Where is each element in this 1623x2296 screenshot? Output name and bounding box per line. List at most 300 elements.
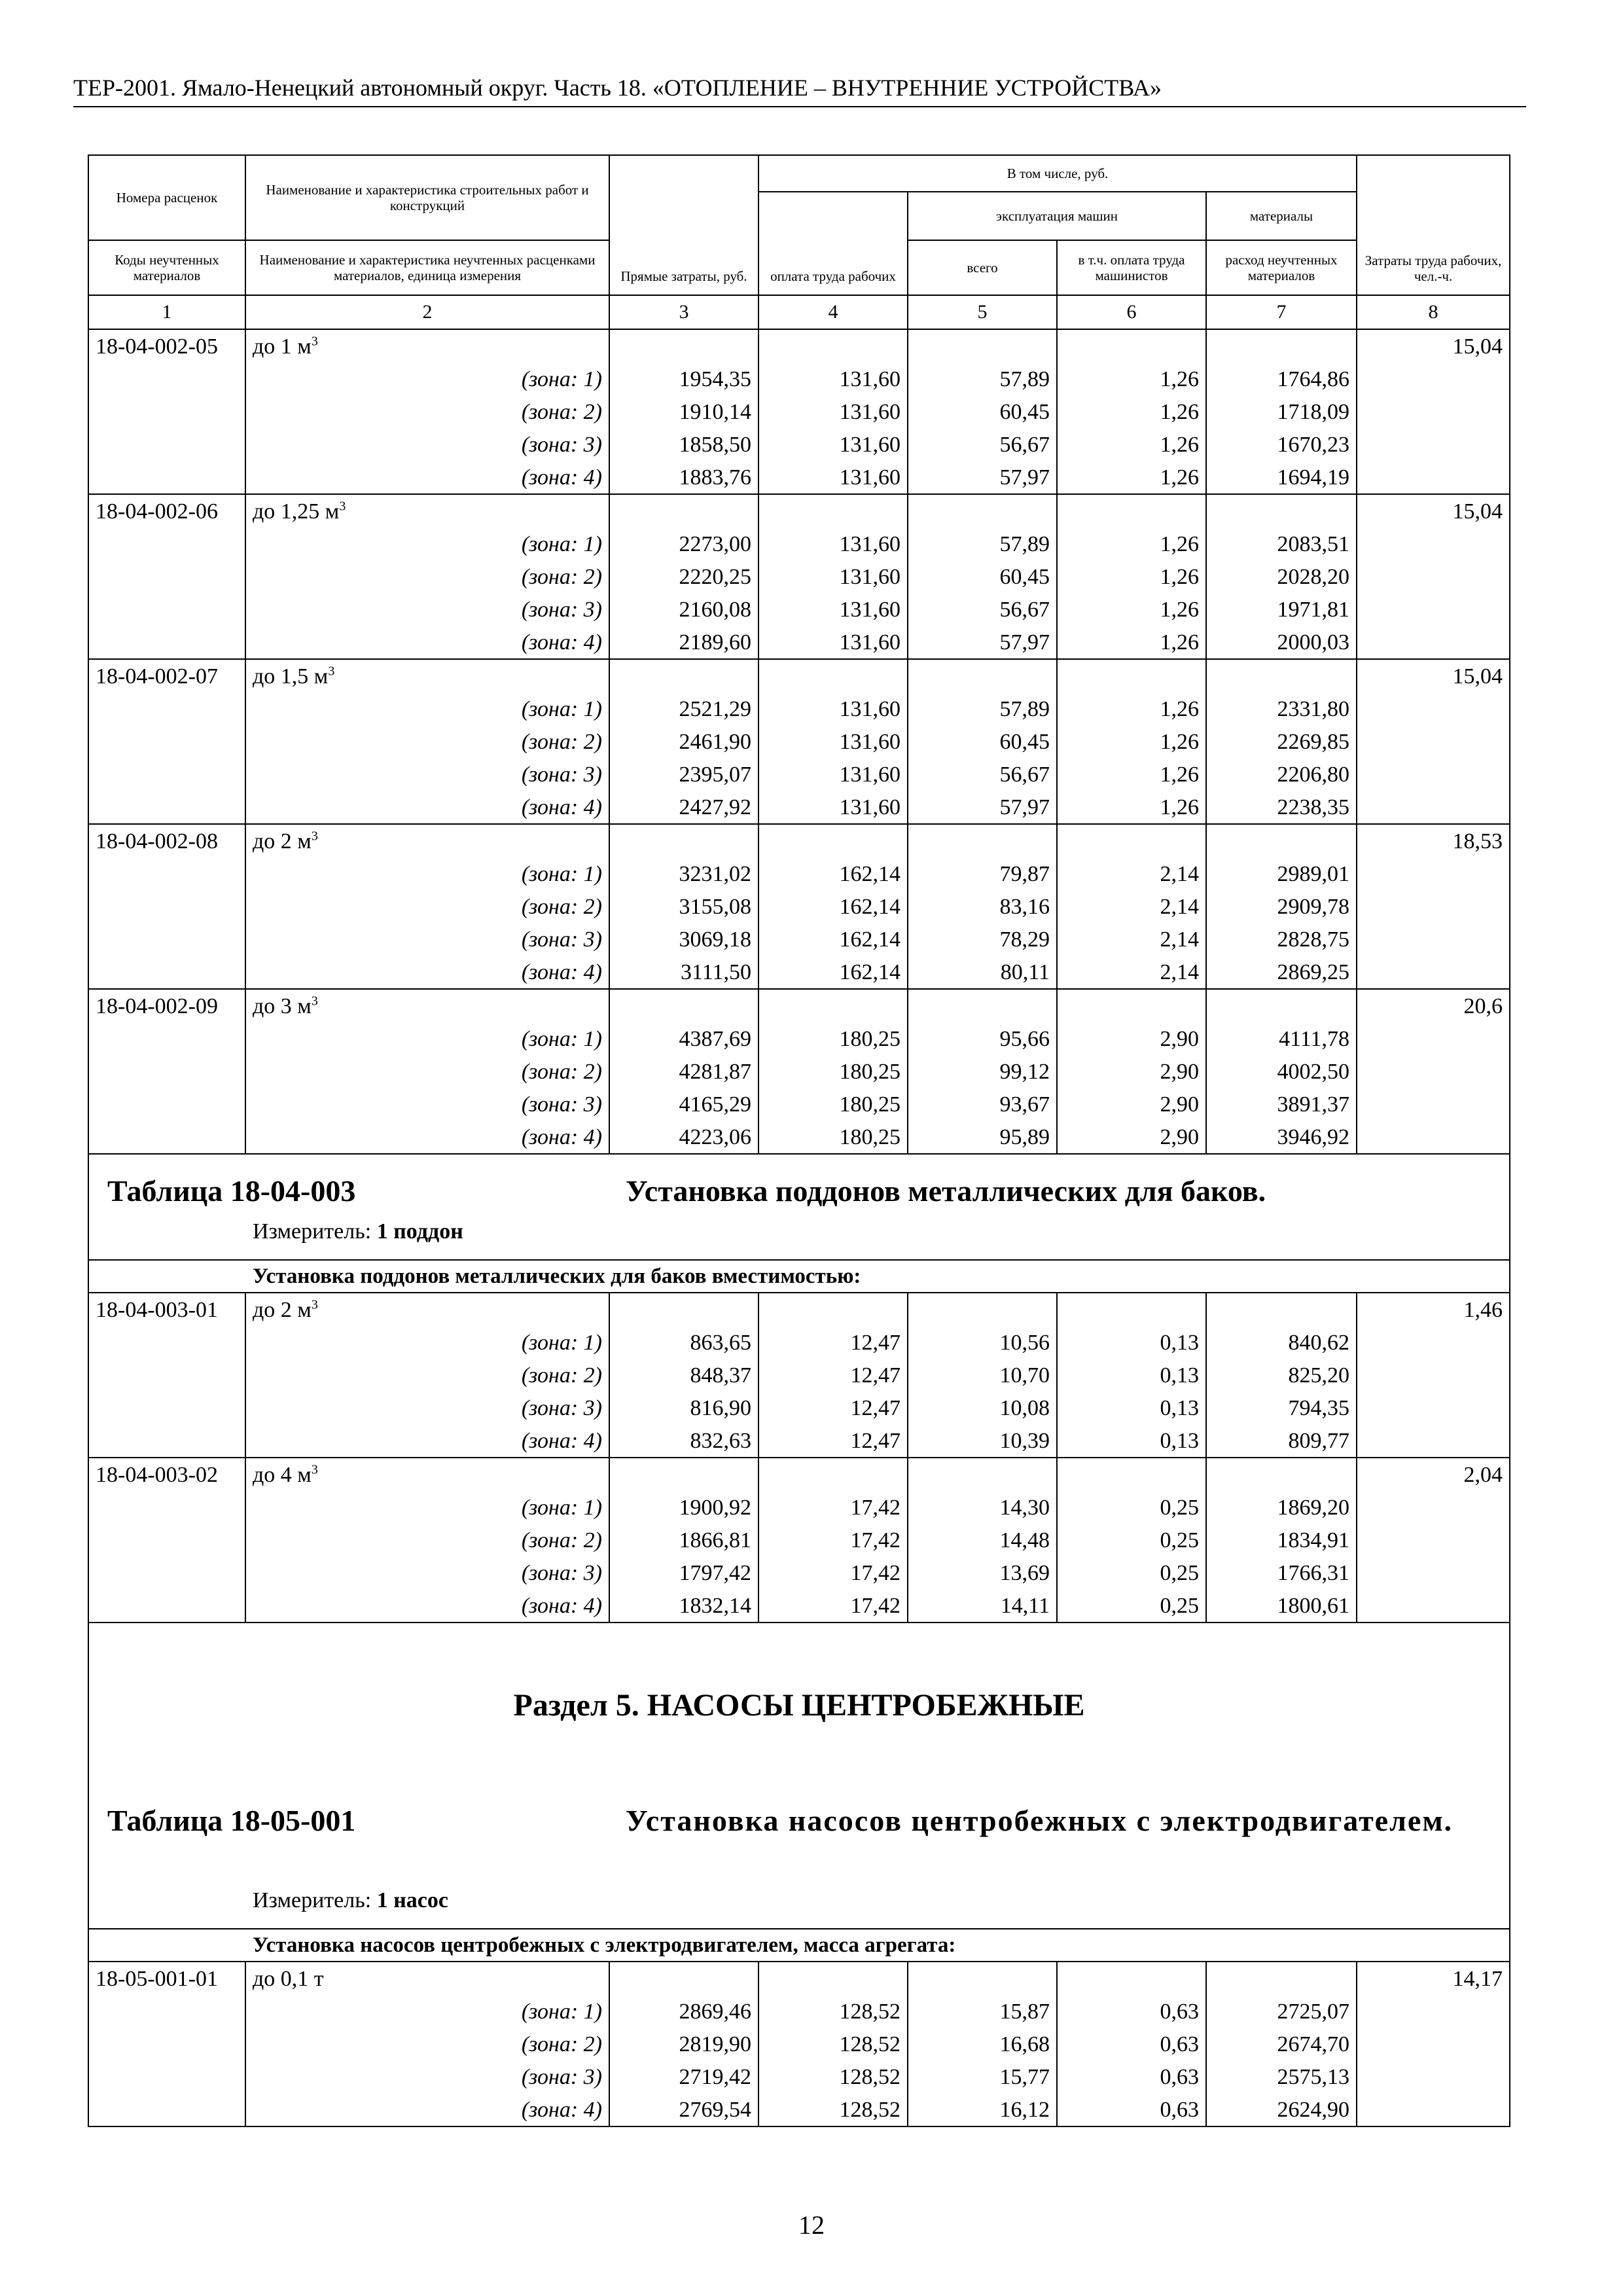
direct-cost-value: 816,90 xyxy=(609,1391,758,1424)
materials-value: 2674,70 xyxy=(1206,2028,1357,2060)
machines-total-value: 14,11 xyxy=(908,1589,1057,1623)
empty-cell xyxy=(1357,1491,1510,1524)
machines-total-value: 57,97 xyxy=(908,791,1057,824)
machines-header: эксплуатация машин xyxy=(908,192,1206,240)
direct-cost-value: 4281,87 xyxy=(609,1055,758,1088)
rate-name xyxy=(245,494,609,528)
machines-total-value: 60,45 xyxy=(908,560,1057,593)
zone-label: (зона: 3) xyxy=(245,1391,609,1424)
table-body-18-05-001 xyxy=(88,1962,1510,2126)
machinists-wages-value: 1,26 xyxy=(1057,428,1206,461)
table-subheading: Установка поддонов металлических для баков вместимостью: xyxy=(88,1260,1510,1293)
rate-code: 18-04-002-06 xyxy=(88,494,245,528)
direct-cost-value: 2819,90 xyxy=(609,2028,758,2060)
empty-cell xyxy=(88,1424,245,1458)
rate-code: 18-05-001-01 xyxy=(88,1962,245,1995)
labor-cost-value: 15,04 xyxy=(1357,659,1510,692)
direct-cost-value: 1954,35 xyxy=(609,363,758,395)
empty-cell xyxy=(88,1022,245,1055)
zone-label: (зона: 3) xyxy=(245,1088,609,1121)
machines-total-value: 83,16 xyxy=(908,890,1057,923)
zone-label: (зона: 2) xyxy=(245,1359,609,1391)
materials-value: 4002,50 xyxy=(1206,1055,1357,1088)
empty-cell xyxy=(88,857,245,890)
empty-cell xyxy=(88,461,245,494)
unit-exponent: 3 xyxy=(328,664,335,679)
empty-cell xyxy=(908,329,1057,363)
wages-value: 162,14 xyxy=(758,890,908,923)
direct-cost-value: 1832,14 xyxy=(609,1589,758,1623)
zone-label: (зона: 3) xyxy=(245,758,609,791)
empty-cell xyxy=(609,824,758,857)
direct-cost-value: 1858,50 xyxy=(609,428,758,461)
rate-code: 18-04-002-07 xyxy=(88,659,245,692)
machines-total-value: 79,87 xyxy=(908,857,1057,890)
empty-cell xyxy=(609,329,758,363)
zone-label: (зона: 4) xyxy=(245,956,609,989)
machinists-wages-value: 1,26 xyxy=(1057,758,1206,791)
column-number: 2 xyxy=(245,295,609,329)
empty-cell xyxy=(908,494,1057,528)
measurement-unit xyxy=(253,1217,463,1246)
empty-cell xyxy=(1057,824,1206,857)
machinists-wages-value: 0,13 xyxy=(1057,1391,1206,1424)
materials-value: 2028,20 xyxy=(1206,560,1357,593)
machinists-wages-value: 0,25 xyxy=(1057,1491,1206,1524)
empty-cell xyxy=(1057,659,1206,692)
materials-value: 3946,92 xyxy=(1206,1121,1357,1154)
wages-value: 128,52 xyxy=(758,2028,908,2060)
wages-value: 17,42 xyxy=(758,1556,908,1589)
machines-total-value: 10,56 xyxy=(908,1326,1057,1359)
materials-value: 2725,07 xyxy=(1206,1995,1357,2028)
direct-cost-value: 1797,42 xyxy=(609,1556,758,1589)
rate-name-text: до 1 м xyxy=(253,334,312,359)
zone-label: (зона: 4) xyxy=(245,1121,609,1154)
col2-top-header: Наименование и характеристика строительных работ и конструкций xyxy=(245,155,609,240)
column-number: 1 xyxy=(88,295,245,329)
empty-cell xyxy=(88,1589,245,1623)
zone-label: (зона: 4) xyxy=(245,791,609,824)
rate-name-text: до 0,1 т xyxy=(253,1966,324,1991)
empty-cell xyxy=(88,692,245,725)
column-number: 8 xyxy=(1357,295,1510,329)
machines-total-value: 16,12 xyxy=(908,2093,1057,2126)
machinists-wages-value: 2,14 xyxy=(1057,923,1206,956)
empty-cell xyxy=(88,428,245,461)
wages-value: 131,60 xyxy=(758,725,908,758)
empty-cell xyxy=(1357,1359,1510,1391)
rate-row xyxy=(88,1962,1510,1995)
empty-cell xyxy=(88,626,245,659)
machinists-wages-value: 2,14 xyxy=(1057,857,1206,890)
zone-row xyxy=(88,1995,1510,2028)
wages-value: 131,60 xyxy=(758,428,908,461)
measurement-value: 1 насос xyxy=(376,1888,448,1912)
unit-exponent: 3 xyxy=(311,829,318,844)
materials-value: 2909,78 xyxy=(1206,890,1357,923)
machinists-wages-value: 1,26 xyxy=(1057,528,1206,560)
direct-cost-value: 2521,29 xyxy=(609,692,758,725)
machinists-wages-value: 2,90 xyxy=(1057,1121,1206,1154)
direct-cost-value: 3155,08 xyxy=(609,890,758,923)
empty-cell xyxy=(1357,725,1510,758)
wages-value: 17,42 xyxy=(758,1589,908,1623)
rate-row xyxy=(88,659,1510,692)
rate-code: 18-04-002-05 xyxy=(88,329,245,363)
direct-cost-value: 848,37 xyxy=(609,1359,758,1391)
wages-value: 131,60 xyxy=(758,692,908,725)
unit-exponent: 3 xyxy=(311,1297,318,1312)
machinists-wages-value: 2,14 xyxy=(1057,890,1206,923)
zone-row xyxy=(88,1088,1510,1121)
machinists-wages-value: 0,13 xyxy=(1057,1326,1206,1359)
direct-cost-value: 2719,42 xyxy=(609,2060,758,2093)
empty-cell xyxy=(1357,1424,1510,1458)
empty-cell xyxy=(758,1458,908,1491)
empty-cell xyxy=(1357,395,1510,428)
section-5-heading xyxy=(88,1623,1510,1962)
empty-cell xyxy=(1206,1293,1357,1326)
unit-exponent: 3 xyxy=(311,334,318,349)
machinists-wages-value: 0,63 xyxy=(1057,2028,1206,2060)
zone-row xyxy=(88,461,1510,494)
materials-value: 2989,01 xyxy=(1206,857,1357,890)
materials-value: 2206,80 xyxy=(1206,758,1357,791)
wages-value: 131,60 xyxy=(758,791,908,824)
zone-label: (зона: 2) xyxy=(245,1524,609,1556)
column-number: 6 xyxy=(1057,295,1206,329)
direct-cost-value: 2769,54 xyxy=(609,2093,758,2126)
materials-value: 1694,19 xyxy=(1206,461,1357,494)
zone-row xyxy=(88,1589,1510,1623)
zone-row xyxy=(88,2028,1510,2060)
measurement-unit xyxy=(253,1886,448,1915)
machines-total-value: 56,67 xyxy=(908,428,1057,461)
direct-cost-value: 2869,46 xyxy=(609,1995,758,2028)
empty-cell xyxy=(1057,1458,1206,1491)
running-header: ТЕР-2001. Ямало-Ненецкий автономный округ. Часть 18. «ОТОПЛЕНИЕ – ВНУТРЕННИЕ УСТРОЙСТВА» xyxy=(73,73,1526,107)
empty-cell xyxy=(1357,1326,1510,1359)
zone-row xyxy=(88,725,1510,758)
empty-cell xyxy=(609,1458,758,1491)
empty-cell xyxy=(908,824,1057,857)
zone-row xyxy=(88,395,1510,428)
zone-label: (зона: 2) xyxy=(245,890,609,923)
empty-cell xyxy=(88,1524,245,1556)
machines-total-value: 57,89 xyxy=(908,692,1057,725)
empty-cell xyxy=(1357,461,1510,494)
machines-total-value: 10,08 xyxy=(908,1391,1057,1424)
empty-cell xyxy=(758,824,908,857)
machines-total-value: 93,67 xyxy=(908,1088,1057,1121)
machinists-wages-value: 2,14 xyxy=(1057,956,1206,989)
empty-cell xyxy=(1057,494,1206,528)
empty-cell xyxy=(1206,329,1357,363)
rate-code: 18-04-002-09 xyxy=(88,989,245,1022)
machines-total-value: 13,69 xyxy=(908,1556,1057,1589)
machinists-wages-value: 1,26 xyxy=(1057,560,1206,593)
materials-value: 2869,25 xyxy=(1206,956,1357,989)
rate-name xyxy=(245,659,609,692)
empty-cell xyxy=(1357,1556,1510,1589)
machinists-wages-value: 1,26 xyxy=(1057,363,1206,395)
empty-cell xyxy=(908,659,1057,692)
empty-cell xyxy=(88,593,245,626)
wages-value: 17,42 xyxy=(758,1524,908,1556)
empty-cell xyxy=(88,956,245,989)
empty-cell xyxy=(88,791,245,824)
empty-cell xyxy=(88,2093,245,2126)
direct-cost-value: 863,65 xyxy=(609,1326,758,1359)
zone-label: (зона: 3) xyxy=(245,1556,609,1589)
empty-cell xyxy=(1357,1121,1510,1154)
zone-label: (зона: 4) xyxy=(245,1589,609,1623)
direct-cost-value: 2273,00 xyxy=(609,528,758,560)
wages-value: 131,60 xyxy=(758,758,908,791)
zone-label: (зона: 3) xyxy=(245,593,609,626)
labor-cost-value: 15,04 xyxy=(1357,329,1510,363)
zone-row xyxy=(88,1022,1510,1055)
machines-total-value: 95,89 xyxy=(908,1121,1057,1154)
wages-value: 131,60 xyxy=(758,395,908,428)
empty-cell xyxy=(609,494,758,528)
zone-row xyxy=(88,1556,1510,1589)
wages-value: 131,60 xyxy=(758,593,908,626)
direct-cost-value: 2189,60 xyxy=(609,626,758,659)
machines-total-value: 60,45 xyxy=(908,395,1057,428)
col3-header: Прямые затраты, руб. xyxy=(609,155,758,295)
machines-total-value: 57,97 xyxy=(908,461,1057,494)
wages-value: 17,42 xyxy=(758,1491,908,1524)
machines-total-value: 60,45 xyxy=(908,725,1057,758)
zone-row xyxy=(88,1391,1510,1424)
empty-cell xyxy=(1357,593,1510,626)
materials-value: 1670,23 xyxy=(1206,428,1357,461)
empty-cell xyxy=(1206,659,1357,692)
empty-cell xyxy=(758,494,908,528)
empty-cell xyxy=(1357,2028,1510,2060)
zone-label: (зона: 1) xyxy=(245,1326,609,1359)
empty-cell xyxy=(1206,824,1357,857)
zone-row xyxy=(88,1524,1510,1556)
empty-cell xyxy=(758,1962,908,1995)
empty-cell xyxy=(609,659,758,692)
zone-row xyxy=(88,363,1510,395)
table-18-04-003-heading xyxy=(88,1154,1510,1293)
machinists-wages-value: 0,25 xyxy=(1057,1589,1206,1623)
wages-value: 162,14 xyxy=(758,923,908,956)
labor-cost-value: 18,53 xyxy=(1357,824,1510,857)
table-title: Установка насосов центробежных с электродвигателем. xyxy=(626,1804,1454,1837)
zone-label: (зона: 2) xyxy=(245,1055,609,1088)
empty-cell xyxy=(1357,1995,1510,2028)
zone-row xyxy=(88,857,1510,890)
machines-total-value: 99,12 xyxy=(908,1055,1057,1088)
table-caption xyxy=(89,1155,1509,1259)
materials-value: 825,20 xyxy=(1206,1359,1357,1391)
empty-cell xyxy=(1357,363,1510,395)
table-caption xyxy=(89,1784,1509,1928)
group-header: В том числе, руб. xyxy=(758,155,1357,192)
machines-total-value: 57,97 xyxy=(908,626,1057,659)
empty-cell xyxy=(1357,2060,1510,2093)
zone-row xyxy=(88,2060,1510,2093)
zone-label: (зона: 1) xyxy=(245,857,609,890)
wages-value: 162,14 xyxy=(758,956,908,989)
empty-cell xyxy=(1057,1962,1206,1995)
col7-header: расход неучтенных материалов xyxy=(1206,240,1357,295)
machines-total-value: 80,11 xyxy=(908,956,1057,989)
col1-top-header: Номера расценок xyxy=(88,155,245,240)
materials-value: 2828,75 xyxy=(1206,923,1357,956)
zone-label: (зона: 3) xyxy=(245,2060,609,2093)
direct-cost-value: 1866,81 xyxy=(609,1524,758,1556)
direct-cost-value: 3231,02 xyxy=(609,857,758,890)
empty-cell xyxy=(908,1293,1057,1326)
machinists-wages-value: 2,90 xyxy=(1057,1055,1206,1088)
machinists-wages-value: 1,26 xyxy=(1057,791,1206,824)
empty-cell xyxy=(1357,1589,1510,1623)
zone-label: (зона: 2) xyxy=(245,395,609,428)
machinists-wages-value: 2,90 xyxy=(1057,1022,1206,1055)
zone-row xyxy=(88,791,1510,824)
rate-row xyxy=(88,1458,1510,1491)
empty-cell xyxy=(88,1391,245,1424)
zone-row xyxy=(88,593,1510,626)
empty-cell xyxy=(908,1458,1057,1491)
zone-label: (зона: 1) xyxy=(245,1022,609,1055)
materials-header: материалы xyxy=(1206,192,1357,240)
col1-bottom-header: Коды неучтенных материалов xyxy=(88,240,245,295)
direct-cost-value: 2427,92 xyxy=(609,791,758,824)
wages-value: 12,47 xyxy=(758,1424,908,1458)
zone-row xyxy=(88,1121,1510,1154)
machines-total-value: 56,67 xyxy=(908,758,1057,791)
measurement-label: Измеритель: xyxy=(253,1219,377,1244)
wages-value: 180,25 xyxy=(758,1121,908,1154)
empty-cell xyxy=(758,989,908,1022)
zone-row xyxy=(88,758,1510,791)
empty-cell xyxy=(88,1491,245,1524)
direct-cost-value: 1910,14 xyxy=(609,395,758,428)
direct-cost-value: 3069,18 xyxy=(609,923,758,956)
direct-cost-value: 2461,90 xyxy=(609,725,758,758)
wages-value: 131,60 xyxy=(758,528,908,560)
rates-table-container xyxy=(88,154,1509,2127)
machinists-wages-value: 0,63 xyxy=(1057,1995,1206,2028)
machinists-wages-value: 0,13 xyxy=(1057,1359,1206,1391)
zone-label: (зона: 2) xyxy=(245,560,609,593)
column-number: 3 xyxy=(609,295,758,329)
measurement-value: 1 поддон xyxy=(376,1219,463,1244)
machines-total-value: 57,89 xyxy=(908,528,1057,560)
wages-value: 162,14 xyxy=(758,857,908,890)
empty-cell xyxy=(1357,428,1510,461)
col8-header: Затраты труда рабочих, чел.-ч. xyxy=(1357,155,1510,295)
rate-row xyxy=(88,494,1510,528)
empty-cell xyxy=(1357,626,1510,659)
empty-cell xyxy=(609,1962,758,1995)
machinists-wages-value: 0,63 xyxy=(1057,2093,1206,2126)
materials-value: 2000,03 xyxy=(1206,626,1357,659)
empty-cell xyxy=(758,659,908,692)
materials-value: 2575,13 xyxy=(1206,2060,1357,2093)
empty-cell xyxy=(1357,1088,1510,1121)
zone-row xyxy=(88,1326,1510,1359)
rate-name-text: до 3 м xyxy=(253,994,312,1018)
wages-value: 128,52 xyxy=(758,1995,908,2028)
rate-row xyxy=(88,329,1510,363)
column-number: 5 xyxy=(908,295,1057,329)
empty-cell xyxy=(1357,890,1510,923)
materials-value: 2083,51 xyxy=(1206,528,1357,560)
empty-cell xyxy=(1357,692,1510,725)
materials-value: 2331,80 xyxy=(1206,692,1357,725)
machinists-wages-value: 2,90 xyxy=(1057,1088,1206,1121)
zone-row xyxy=(88,1424,1510,1458)
table-title: Установка поддонов металлических для баков. xyxy=(626,1174,1266,1208)
wages-value: 180,25 xyxy=(758,1055,908,1088)
table-subheading: Установка насосов центробежных с электродвигателем, масса агрегата: xyxy=(88,1929,1510,1962)
rate-name-text: до 1,25 м xyxy=(253,499,340,524)
zone-label: (зона: 3) xyxy=(245,923,609,956)
machinists-wages-value: 0,25 xyxy=(1057,1524,1206,1556)
col5-header: всего xyxy=(908,240,1057,295)
zone-row xyxy=(88,923,1510,956)
empty-cell xyxy=(1357,758,1510,791)
column-numbers-row xyxy=(88,295,1510,329)
empty-cell xyxy=(88,1995,245,2028)
zone-label: (зона: 1) xyxy=(245,363,609,395)
table-number: Таблица 18-04-003 xyxy=(107,1174,356,1208)
rate-name-text: до 1,5 м xyxy=(253,664,329,689)
machinists-wages-value: 0,13 xyxy=(1057,1424,1206,1458)
wages-value: 12,47 xyxy=(758,1359,908,1391)
section-title: Раздел 5. НАСОСЫ ЦЕНТРОБЕЖНЫЕ xyxy=(513,1688,1085,1723)
direct-cost-value: 2220,25 xyxy=(609,560,758,593)
empty-cell xyxy=(1057,329,1206,363)
col2-bottom-header: Наименование и характеристика неучтенных расценками материалов, единица измерения xyxy=(245,240,609,295)
empty-cell xyxy=(88,395,245,428)
empty-cell xyxy=(88,1359,245,1391)
empty-cell xyxy=(88,890,245,923)
machinists-wages-value: 1,26 xyxy=(1057,395,1206,428)
direct-cost-value: 3111,50 xyxy=(609,956,758,989)
empty-cell xyxy=(1357,857,1510,890)
wages-value: 128,52 xyxy=(758,2093,908,2126)
zone-row xyxy=(88,1491,1510,1524)
empty-cell xyxy=(1357,791,1510,824)
page-number: 12 xyxy=(798,2210,825,2240)
wages-value: 128,52 xyxy=(758,2060,908,2093)
empty-cell xyxy=(88,1326,245,1359)
rate-name-text: до 2 м xyxy=(253,1297,312,1322)
machines-total-value: 78,29 xyxy=(908,923,1057,956)
unit-exponent: 3 xyxy=(311,1462,318,1477)
materials-value: 1766,31 xyxy=(1206,1556,1357,1589)
empty-cell xyxy=(1357,956,1510,989)
empty-cell xyxy=(88,1556,245,1589)
unit-exponent: 3 xyxy=(339,499,346,514)
labor-cost-value: 2,04 xyxy=(1357,1458,1510,1491)
rate-name xyxy=(245,1962,609,1995)
empty-cell xyxy=(88,1055,245,1088)
empty-cell xyxy=(758,329,908,363)
column-number: 7 xyxy=(1206,295,1357,329)
direct-cost-value: 4223,06 xyxy=(609,1121,758,1154)
zone-label: (зона: 1) xyxy=(245,1491,609,1524)
